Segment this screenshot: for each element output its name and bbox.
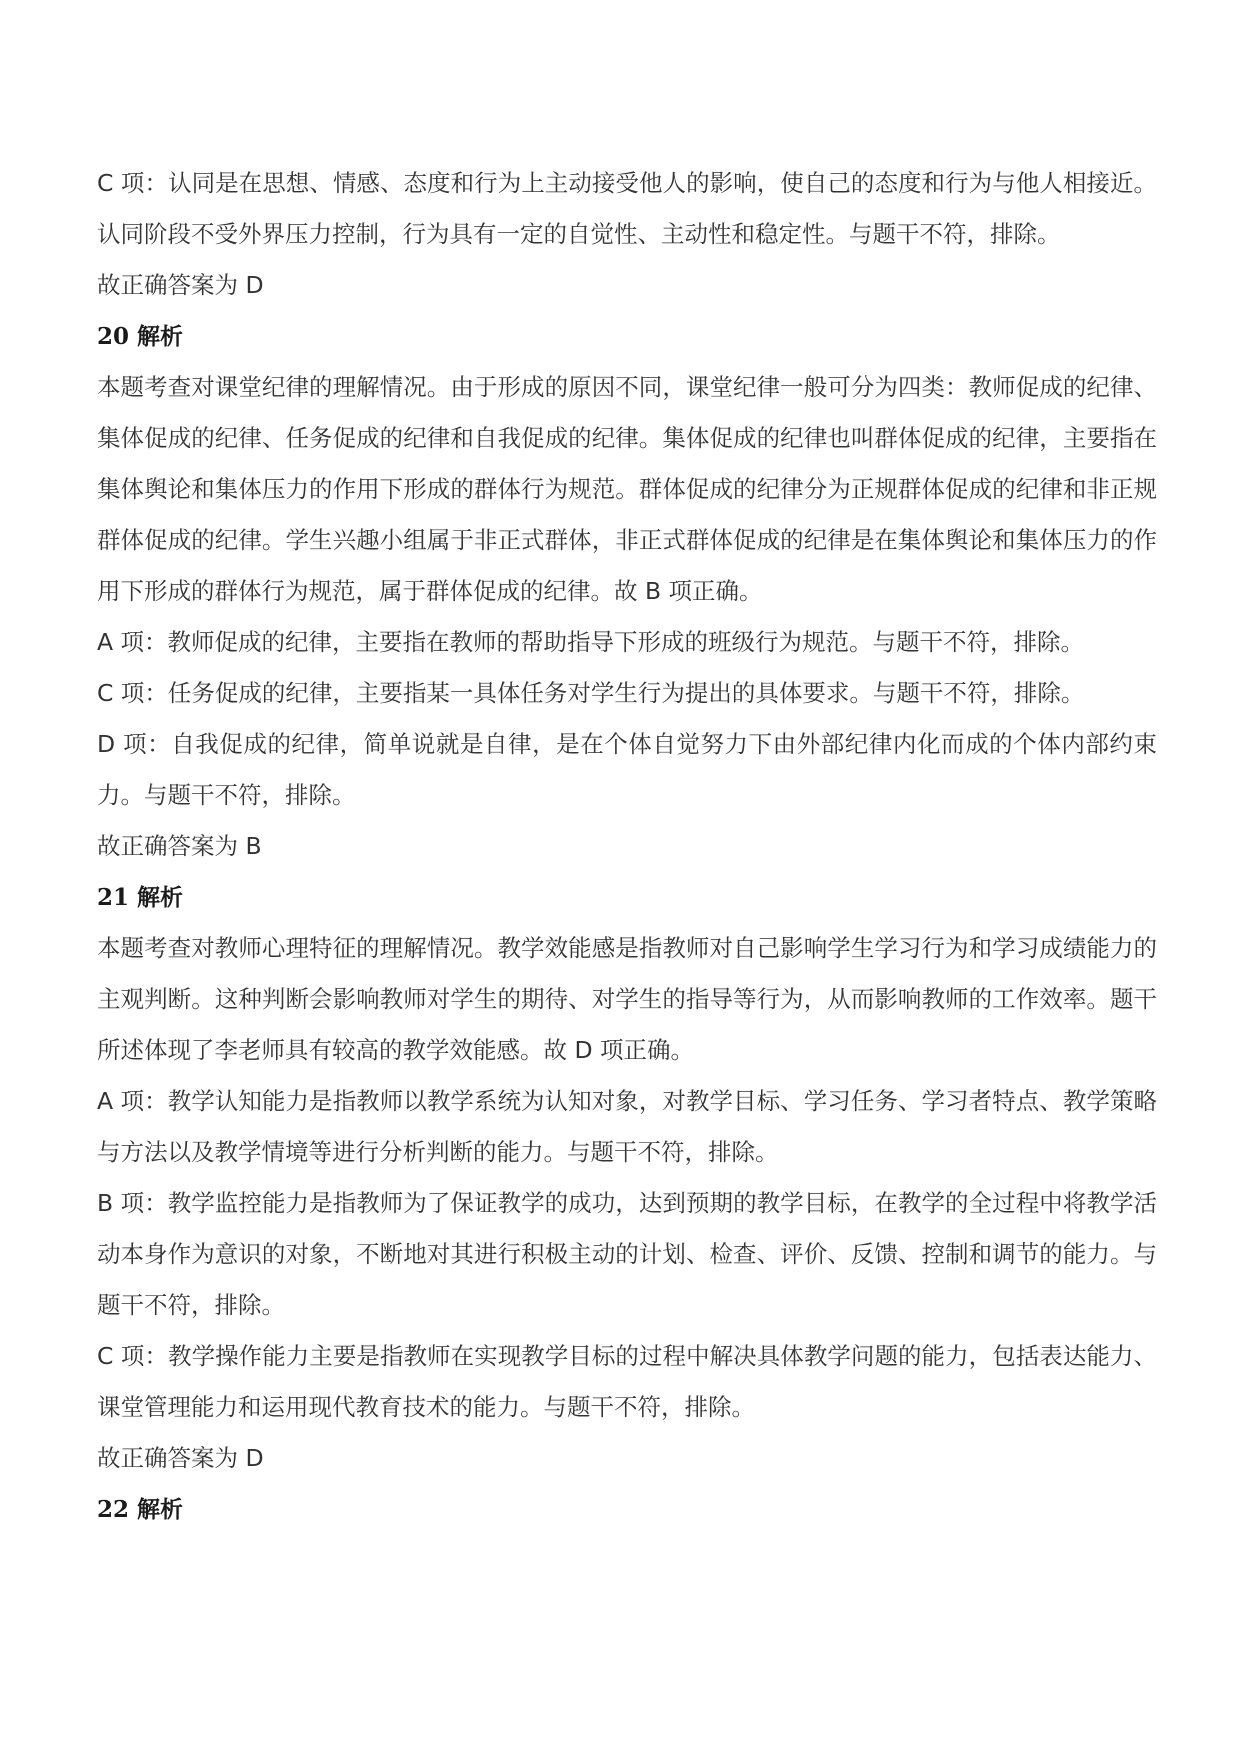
paragraph-20-option-a: A 项：教师促成的纪律，主要指在教师的帮助指导下形成的班级行为规范。与题干不符，排除。 — [97, 628, 1085, 656]
section-heading-20: 20 解析 — [97, 323, 184, 350]
paragraph-21-option-c: C 项：教学操作能力主要是指教师在实现教学目标的过程中解决具体教学问题的能力，包括表达能力、课堂管理能力和运用现代教育技术的能力。与题干不符，排除。 — [97, 1342, 1157, 1421]
document-body — [97, 158, 1157, 1535]
paragraph-20-option-c: C 项：任务促成的纪律，主要指某一具体任务对学生行为提出的具体要求。与题干不符，排除。 — [97, 679, 1085, 707]
section-heading-21: 21 解析 — [97, 884, 184, 911]
section-heading-22: 22 解析 — [97, 1496, 184, 1523]
paragraph-21-option-b: B 项：教学监控能力是指教师为了保证教学的成功，达到预期的教学目标，在教学的全过程中将教学活动本身作为意识的对象，不断地对其进行积极主动的计划、检查、评价、反馈、控制和调节的能力。与题干不符，排除。 — [97, 1189, 1157, 1319]
answer-line-20: 故正确答案为 B — [97, 832, 262, 860]
paragraph-20-option-d: D 项：自我促成的纪律，简单说就是自律，是在个体自觉努力下由外部纪律内化而成的个体内部约束力。与题干不符，排除。 — [97, 730, 1157, 809]
answer-line-21: 故正确答案为 D — [97, 1444, 264, 1472]
paragraph-20-analysis: 本题考查对课堂纪律的理解情况。由于形成的原因不同，课堂纪律一般可分为四类：教师促成的纪律、集体促成的纪律、任务促成的纪律和自我促成的纪律。集体促成的纪律也叫群体促成的纪律，主要指在集体舆论和集体压力的作用下形成的群体行为规范。群体促成的纪律分为正规群体促成的纪律和非正规群体促成的纪律。学生兴趣小组属于非正式群体，非正式群体促成的纪律是在集体舆论和集体压力的作用下形成的群体行为规范，属于群体促成的纪律。故 B 项正确。 — [97, 373, 1157, 605]
answer-line-19: 故正确答案为 D — [97, 271, 264, 299]
paragraph-21-option-a: A 项：教学认知能力是指教师以教学系统为认知对象，对教学目标、学习任务、学习者特点、教学策略与方法以及教学情境等进行分析判断的能力。与题干不符，排除。 — [97, 1087, 1157, 1166]
paragraph-c-option-identification: C 项：认同是在思想、情感、态度和行为上主动接受他人的影响，使自己的态度和行为与他人相接近。认同阶段不受外界压力控制，行为具有一定的自觉性、主动性和稳定性。与题干不符，排除。 — [97, 169, 1157, 248]
paragraph-21-analysis: 本题考查对教师心理特征的理解情况。教学效能感是指教师对自己影响学生学习行为和学习成绩能力的主观判断。这种判断会影响教师对学生的期待、对学生的指导等行为，从而影响教师的工作效率。题干所述体现了李老师具有较高的教学效能感。故 D 项正确。 — [97, 934, 1157, 1064]
